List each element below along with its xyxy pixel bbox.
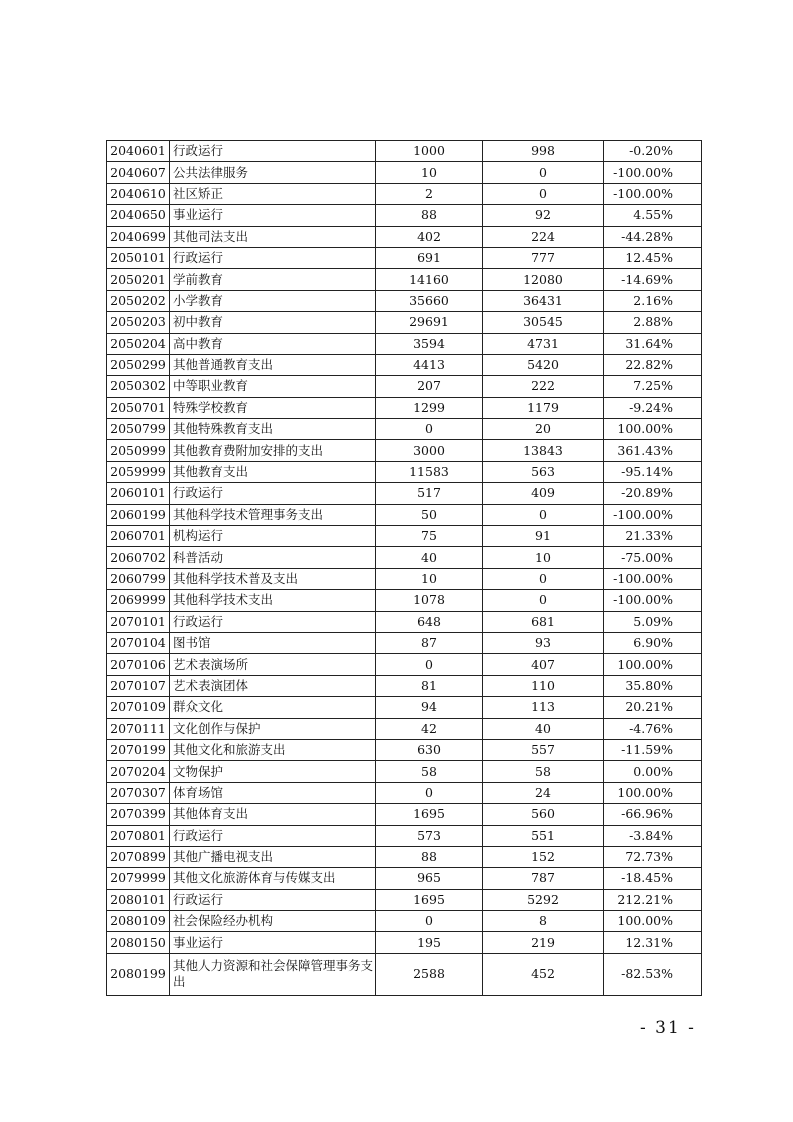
table-row xyxy=(107,761,702,782)
subject-code-cell: 2080199 xyxy=(107,953,170,995)
change-percent-cell: -75.00% xyxy=(604,547,702,568)
actual-value-cell: 560 xyxy=(483,804,604,825)
subject-code-cell: 2040650 xyxy=(107,205,170,226)
table-row xyxy=(107,675,702,696)
table-row xyxy=(107,739,702,760)
table-row xyxy=(107,247,702,268)
subject-code-cell: 2070307 xyxy=(107,782,170,803)
table-row xyxy=(107,804,702,825)
actual-value-cell: 452 xyxy=(483,953,604,995)
page-number: - 31 - xyxy=(640,1018,696,1038)
actual-value-cell: 40 xyxy=(483,718,604,739)
budget-value-cell: 1299 xyxy=(376,397,483,418)
subject-name-cell: 艺术表演场所 xyxy=(170,654,376,675)
table-row xyxy=(107,354,702,375)
budget-value-cell: 0 xyxy=(376,782,483,803)
change-percent-cell: 4.55% xyxy=(604,205,702,226)
budget-value-cell: 29691 xyxy=(376,312,483,333)
subject-code-cell: 2080109 xyxy=(107,911,170,932)
budget-value-cell: 14160 xyxy=(376,269,483,290)
budget-value-cell: 0 xyxy=(376,419,483,440)
table-row xyxy=(107,205,702,226)
actual-value-cell: 92 xyxy=(483,205,604,226)
subject-name-cell: 其他广播电视支出 xyxy=(170,846,376,867)
table-row xyxy=(107,483,702,504)
change-percent-cell: 20.21% xyxy=(604,697,702,718)
subject-name-cell: 公共法律服务 xyxy=(170,162,376,183)
actual-value-cell: 1179 xyxy=(483,397,604,418)
subject-code-cell: 2040699 xyxy=(107,226,170,247)
subject-name-cell: 其他文化旅游体育与传媒支出 xyxy=(170,868,376,889)
budget-value-cell: 3594 xyxy=(376,333,483,354)
subject-name-cell: 社区矫正 xyxy=(170,183,376,204)
table-row xyxy=(107,889,702,910)
actual-value-cell: 12080 xyxy=(483,269,604,290)
subject-code-cell: 2050203 xyxy=(107,312,170,333)
change-percent-cell: 31.64% xyxy=(604,333,702,354)
table-row xyxy=(107,183,702,204)
actual-value-cell: 36431 xyxy=(483,290,604,311)
change-percent-cell: 7.25% xyxy=(604,376,702,397)
budget-table xyxy=(106,140,702,996)
budget-value-cell: 691 xyxy=(376,247,483,268)
subject-name-cell: 其他科学技术普及支出 xyxy=(170,568,376,589)
subject-code-cell: 2040607 xyxy=(107,162,170,183)
actual-value-cell: 998 xyxy=(483,141,604,162)
subject-code-cell: 2070199 xyxy=(107,739,170,760)
subject-code-cell: 2060101 xyxy=(107,483,170,504)
table-row xyxy=(107,461,702,482)
actual-value-cell: 219 xyxy=(483,932,604,953)
table-row xyxy=(107,932,702,953)
table-row xyxy=(107,547,702,568)
budget-value-cell: 0 xyxy=(376,654,483,675)
change-percent-cell: -100.00% xyxy=(604,504,702,525)
actual-value-cell: 557 xyxy=(483,739,604,760)
table-row xyxy=(107,312,702,333)
subject-code-cell: 2069999 xyxy=(107,590,170,611)
change-percent-cell: -95.14% xyxy=(604,461,702,482)
table-row xyxy=(107,953,702,995)
table-row xyxy=(107,526,702,547)
change-percent-cell: 72.73% xyxy=(604,846,702,867)
subject-code-cell: 2050204 xyxy=(107,333,170,354)
budget-value-cell: 40 xyxy=(376,547,483,568)
budget-value-cell: 965 xyxy=(376,868,483,889)
table-row xyxy=(107,568,702,589)
change-percent-cell: -4.76% xyxy=(604,718,702,739)
change-percent-cell: 21.33% xyxy=(604,526,702,547)
budget-value-cell: 58 xyxy=(376,761,483,782)
change-percent-cell: -100.00% xyxy=(604,162,702,183)
subject-code-cell: 2070399 xyxy=(107,804,170,825)
change-percent-cell: 2.16% xyxy=(604,290,702,311)
subject-code-cell: 2050799 xyxy=(107,419,170,440)
subject-name-cell: 体育场馆 xyxy=(170,782,376,803)
actual-value-cell: 4731 xyxy=(483,333,604,354)
table-row xyxy=(107,504,702,525)
actual-value-cell: 10 xyxy=(483,547,604,568)
budget-value-cell: 573 xyxy=(376,825,483,846)
subject-name-cell: 其他教育支出 xyxy=(170,461,376,482)
budget-value-cell: 81 xyxy=(376,675,483,696)
subject-code-cell: 2070899 xyxy=(107,846,170,867)
actual-value-cell: 551 xyxy=(483,825,604,846)
subject-code-cell: 2070109 xyxy=(107,697,170,718)
subject-name-cell: 高中教育 xyxy=(170,333,376,354)
subject-code-cell: 2070801 xyxy=(107,825,170,846)
actual-value-cell: 30545 xyxy=(483,312,604,333)
budget-value-cell: 3000 xyxy=(376,440,483,461)
subject-code-cell: 2060799 xyxy=(107,568,170,589)
subject-code-cell: 2050701 xyxy=(107,397,170,418)
subject-code-cell: 2060199 xyxy=(107,504,170,525)
actual-value-cell: 407 xyxy=(483,654,604,675)
actual-value-cell: 0 xyxy=(483,504,604,525)
subject-name-cell: 其他教育费附加安排的支出 xyxy=(170,440,376,461)
actual-value-cell: 0 xyxy=(483,568,604,589)
budget-table-container xyxy=(106,140,701,996)
subject-name-cell: 其他司法支出 xyxy=(170,226,376,247)
change-percent-cell: -11.59% xyxy=(604,739,702,760)
actual-value-cell: 13843 xyxy=(483,440,604,461)
table-row xyxy=(107,162,702,183)
subject-name-cell: 行政运行 xyxy=(170,141,376,162)
budget-value-cell: 630 xyxy=(376,739,483,760)
actual-value-cell: 681 xyxy=(483,611,604,632)
change-percent-cell: -20.89% xyxy=(604,483,702,504)
subject-name-cell: 其他文化和旅游支出 xyxy=(170,739,376,760)
actual-value-cell: 113 xyxy=(483,697,604,718)
actual-value-cell: 91 xyxy=(483,526,604,547)
change-percent-cell: -100.00% xyxy=(604,183,702,204)
change-percent-cell: -44.28% xyxy=(604,226,702,247)
table-row xyxy=(107,718,702,739)
change-percent-cell: 12.45% xyxy=(604,247,702,268)
actual-value-cell: 0 xyxy=(483,183,604,204)
budget-value-cell: 0 xyxy=(376,911,483,932)
subject-code-cell: 2040610 xyxy=(107,183,170,204)
budget-value-cell: 648 xyxy=(376,611,483,632)
budget-value-cell: 94 xyxy=(376,697,483,718)
budget-value-cell: 10 xyxy=(376,162,483,183)
actual-value-cell: 787 xyxy=(483,868,604,889)
subject-name-cell: 行政运行 xyxy=(170,825,376,846)
actual-value-cell: 58 xyxy=(483,761,604,782)
change-percent-cell: -18.45% xyxy=(604,868,702,889)
change-percent-cell: 100.00% xyxy=(604,419,702,440)
subject-name-cell: 特殊学校教育 xyxy=(170,397,376,418)
actual-value-cell: 222 xyxy=(483,376,604,397)
change-percent-cell: 35.80% xyxy=(604,675,702,696)
budget-value-cell: 88 xyxy=(376,205,483,226)
budget-value-cell: 195 xyxy=(376,932,483,953)
budget-value-cell: 88 xyxy=(376,846,483,867)
subject-name-cell: 行政运行 xyxy=(170,247,376,268)
table-row xyxy=(107,397,702,418)
actual-value-cell: 5292 xyxy=(483,889,604,910)
subject-name-cell: 事业运行 xyxy=(170,205,376,226)
budget-value-cell: 1000 xyxy=(376,141,483,162)
subject-name-cell: 其他体育支出 xyxy=(170,804,376,825)
table-row xyxy=(107,333,702,354)
table-body xyxy=(107,141,702,996)
change-percent-cell: -3.84% xyxy=(604,825,702,846)
actual-value-cell: 8 xyxy=(483,911,604,932)
table-row xyxy=(107,269,702,290)
subject-code-cell: 2050299 xyxy=(107,354,170,375)
actual-value-cell: 20 xyxy=(483,419,604,440)
change-percent-cell: -14.69% xyxy=(604,269,702,290)
table-row xyxy=(107,632,702,653)
actual-value-cell: 0 xyxy=(483,162,604,183)
subject-name-cell: 社会保险经办机构 xyxy=(170,911,376,932)
change-percent-cell: -66.96% xyxy=(604,804,702,825)
subject-code-cell: 2070104 xyxy=(107,632,170,653)
subject-name-cell: 艺术表演团体 xyxy=(170,675,376,696)
actual-value-cell: 93 xyxy=(483,632,604,653)
subject-code-cell: 2079999 xyxy=(107,868,170,889)
change-percent-cell: 5.09% xyxy=(604,611,702,632)
budget-value-cell: 10 xyxy=(376,568,483,589)
table-row xyxy=(107,825,702,846)
subject-name-cell: 其他普通教育支出 xyxy=(170,354,376,375)
table-row xyxy=(107,611,702,632)
budget-value-cell: 2 xyxy=(376,183,483,204)
table-row xyxy=(107,868,702,889)
subject-code-cell: 2050101 xyxy=(107,247,170,268)
budget-value-cell: 42 xyxy=(376,718,483,739)
change-percent-cell: 212.21% xyxy=(604,889,702,910)
change-percent-cell: -9.24% xyxy=(604,397,702,418)
subject-code-cell: 2059999 xyxy=(107,461,170,482)
subject-name-cell: 文物保护 xyxy=(170,761,376,782)
budget-value-cell: 50 xyxy=(376,504,483,525)
actual-value-cell: 24 xyxy=(483,782,604,803)
subject-name-cell: 图书馆 xyxy=(170,632,376,653)
budget-value-cell: 1078 xyxy=(376,590,483,611)
subject-name-cell: 事业运行 xyxy=(170,932,376,953)
subject-code-cell: 2060702 xyxy=(107,547,170,568)
actual-value-cell: 777 xyxy=(483,247,604,268)
subject-code-cell: 2060701 xyxy=(107,526,170,547)
subject-name-cell: 其他科学技术支出 xyxy=(170,590,376,611)
budget-value-cell: 402 xyxy=(376,226,483,247)
change-percent-cell: 100.00% xyxy=(604,911,702,932)
subject-code-cell: 2080101 xyxy=(107,889,170,910)
table-row xyxy=(107,782,702,803)
subject-code-cell: 2070204 xyxy=(107,761,170,782)
change-percent-cell: 100.00% xyxy=(604,654,702,675)
subject-code-cell: 2070101 xyxy=(107,611,170,632)
subject-code-cell: 2070106 xyxy=(107,654,170,675)
change-percent-cell: 6.90% xyxy=(604,632,702,653)
subject-name-cell: 科普活动 xyxy=(170,547,376,568)
subject-name-cell: 文化创作与保护 xyxy=(170,718,376,739)
actual-value-cell: 152 xyxy=(483,846,604,867)
budget-value-cell: 4413 xyxy=(376,354,483,375)
subject-name-cell: 行政运行 xyxy=(170,889,376,910)
actual-value-cell: 224 xyxy=(483,226,604,247)
budget-value-cell: 1695 xyxy=(376,804,483,825)
subject-code-cell: 2070107 xyxy=(107,675,170,696)
actual-value-cell: 110 xyxy=(483,675,604,696)
subject-code-cell: 2050999 xyxy=(107,440,170,461)
subject-code-cell: 2050201 xyxy=(107,269,170,290)
change-percent-cell: 100.00% xyxy=(604,782,702,803)
subject-name-cell: 行政运行 xyxy=(170,483,376,504)
budget-value-cell: 207 xyxy=(376,376,483,397)
subject-name-cell: 中等职业教育 xyxy=(170,376,376,397)
table-row xyxy=(107,911,702,932)
table-row xyxy=(107,290,702,311)
change-percent-cell: -82.53% xyxy=(604,953,702,995)
subject-code-cell: 2070111 xyxy=(107,718,170,739)
table-row xyxy=(107,141,702,162)
subject-name-cell: 其他科学技术管理事务支出 xyxy=(170,504,376,525)
budget-value-cell: 11583 xyxy=(376,461,483,482)
table-row xyxy=(107,226,702,247)
subject-code-cell: 2040601 xyxy=(107,141,170,162)
budget-value-cell: 87 xyxy=(376,632,483,653)
subject-name-cell: 其他特殊教育支出 xyxy=(170,419,376,440)
subject-code-cell: 2080150 xyxy=(107,932,170,953)
subject-name-cell: 小学教育 xyxy=(170,290,376,311)
budget-value-cell: 517 xyxy=(376,483,483,504)
actual-value-cell: 563 xyxy=(483,461,604,482)
budget-value-cell: 1695 xyxy=(376,889,483,910)
table-row xyxy=(107,419,702,440)
actual-value-cell: 409 xyxy=(483,483,604,504)
actual-value-cell: 5420 xyxy=(483,354,604,375)
change-percent-cell: 2.88% xyxy=(604,312,702,333)
budget-value-cell: 2588 xyxy=(376,953,483,995)
change-percent-cell: 0.00% xyxy=(604,761,702,782)
subject-name-cell: 机构运行 xyxy=(170,526,376,547)
table-row xyxy=(107,697,702,718)
change-percent-cell: 361.43% xyxy=(604,440,702,461)
subject-code-cell: 2050202 xyxy=(107,290,170,311)
change-percent-cell: 22.82% xyxy=(604,354,702,375)
table-row xyxy=(107,846,702,867)
subject-name-cell: 群众文化 xyxy=(170,697,376,718)
change-percent-cell: -100.00% xyxy=(604,590,702,611)
table-row xyxy=(107,440,702,461)
table-row xyxy=(107,376,702,397)
actual-value-cell: 0 xyxy=(483,590,604,611)
table-row xyxy=(107,654,702,675)
budget-value-cell: 75 xyxy=(376,526,483,547)
subject-code-cell: 2050302 xyxy=(107,376,170,397)
subject-name-cell: 学前教育 xyxy=(170,269,376,290)
subject-name-cell: 初中教育 xyxy=(170,312,376,333)
table-row xyxy=(107,590,702,611)
subject-name-cell: 行政运行 xyxy=(170,611,376,632)
subject-name-cell: 其他人力资源和社会保障管理事务支出 xyxy=(170,953,376,995)
change-percent-cell: -100.00% xyxy=(604,568,702,589)
change-percent-cell: -0.20% xyxy=(604,141,702,162)
budget-value-cell: 35660 xyxy=(376,290,483,311)
change-percent-cell: 12.31% xyxy=(604,932,702,953)
